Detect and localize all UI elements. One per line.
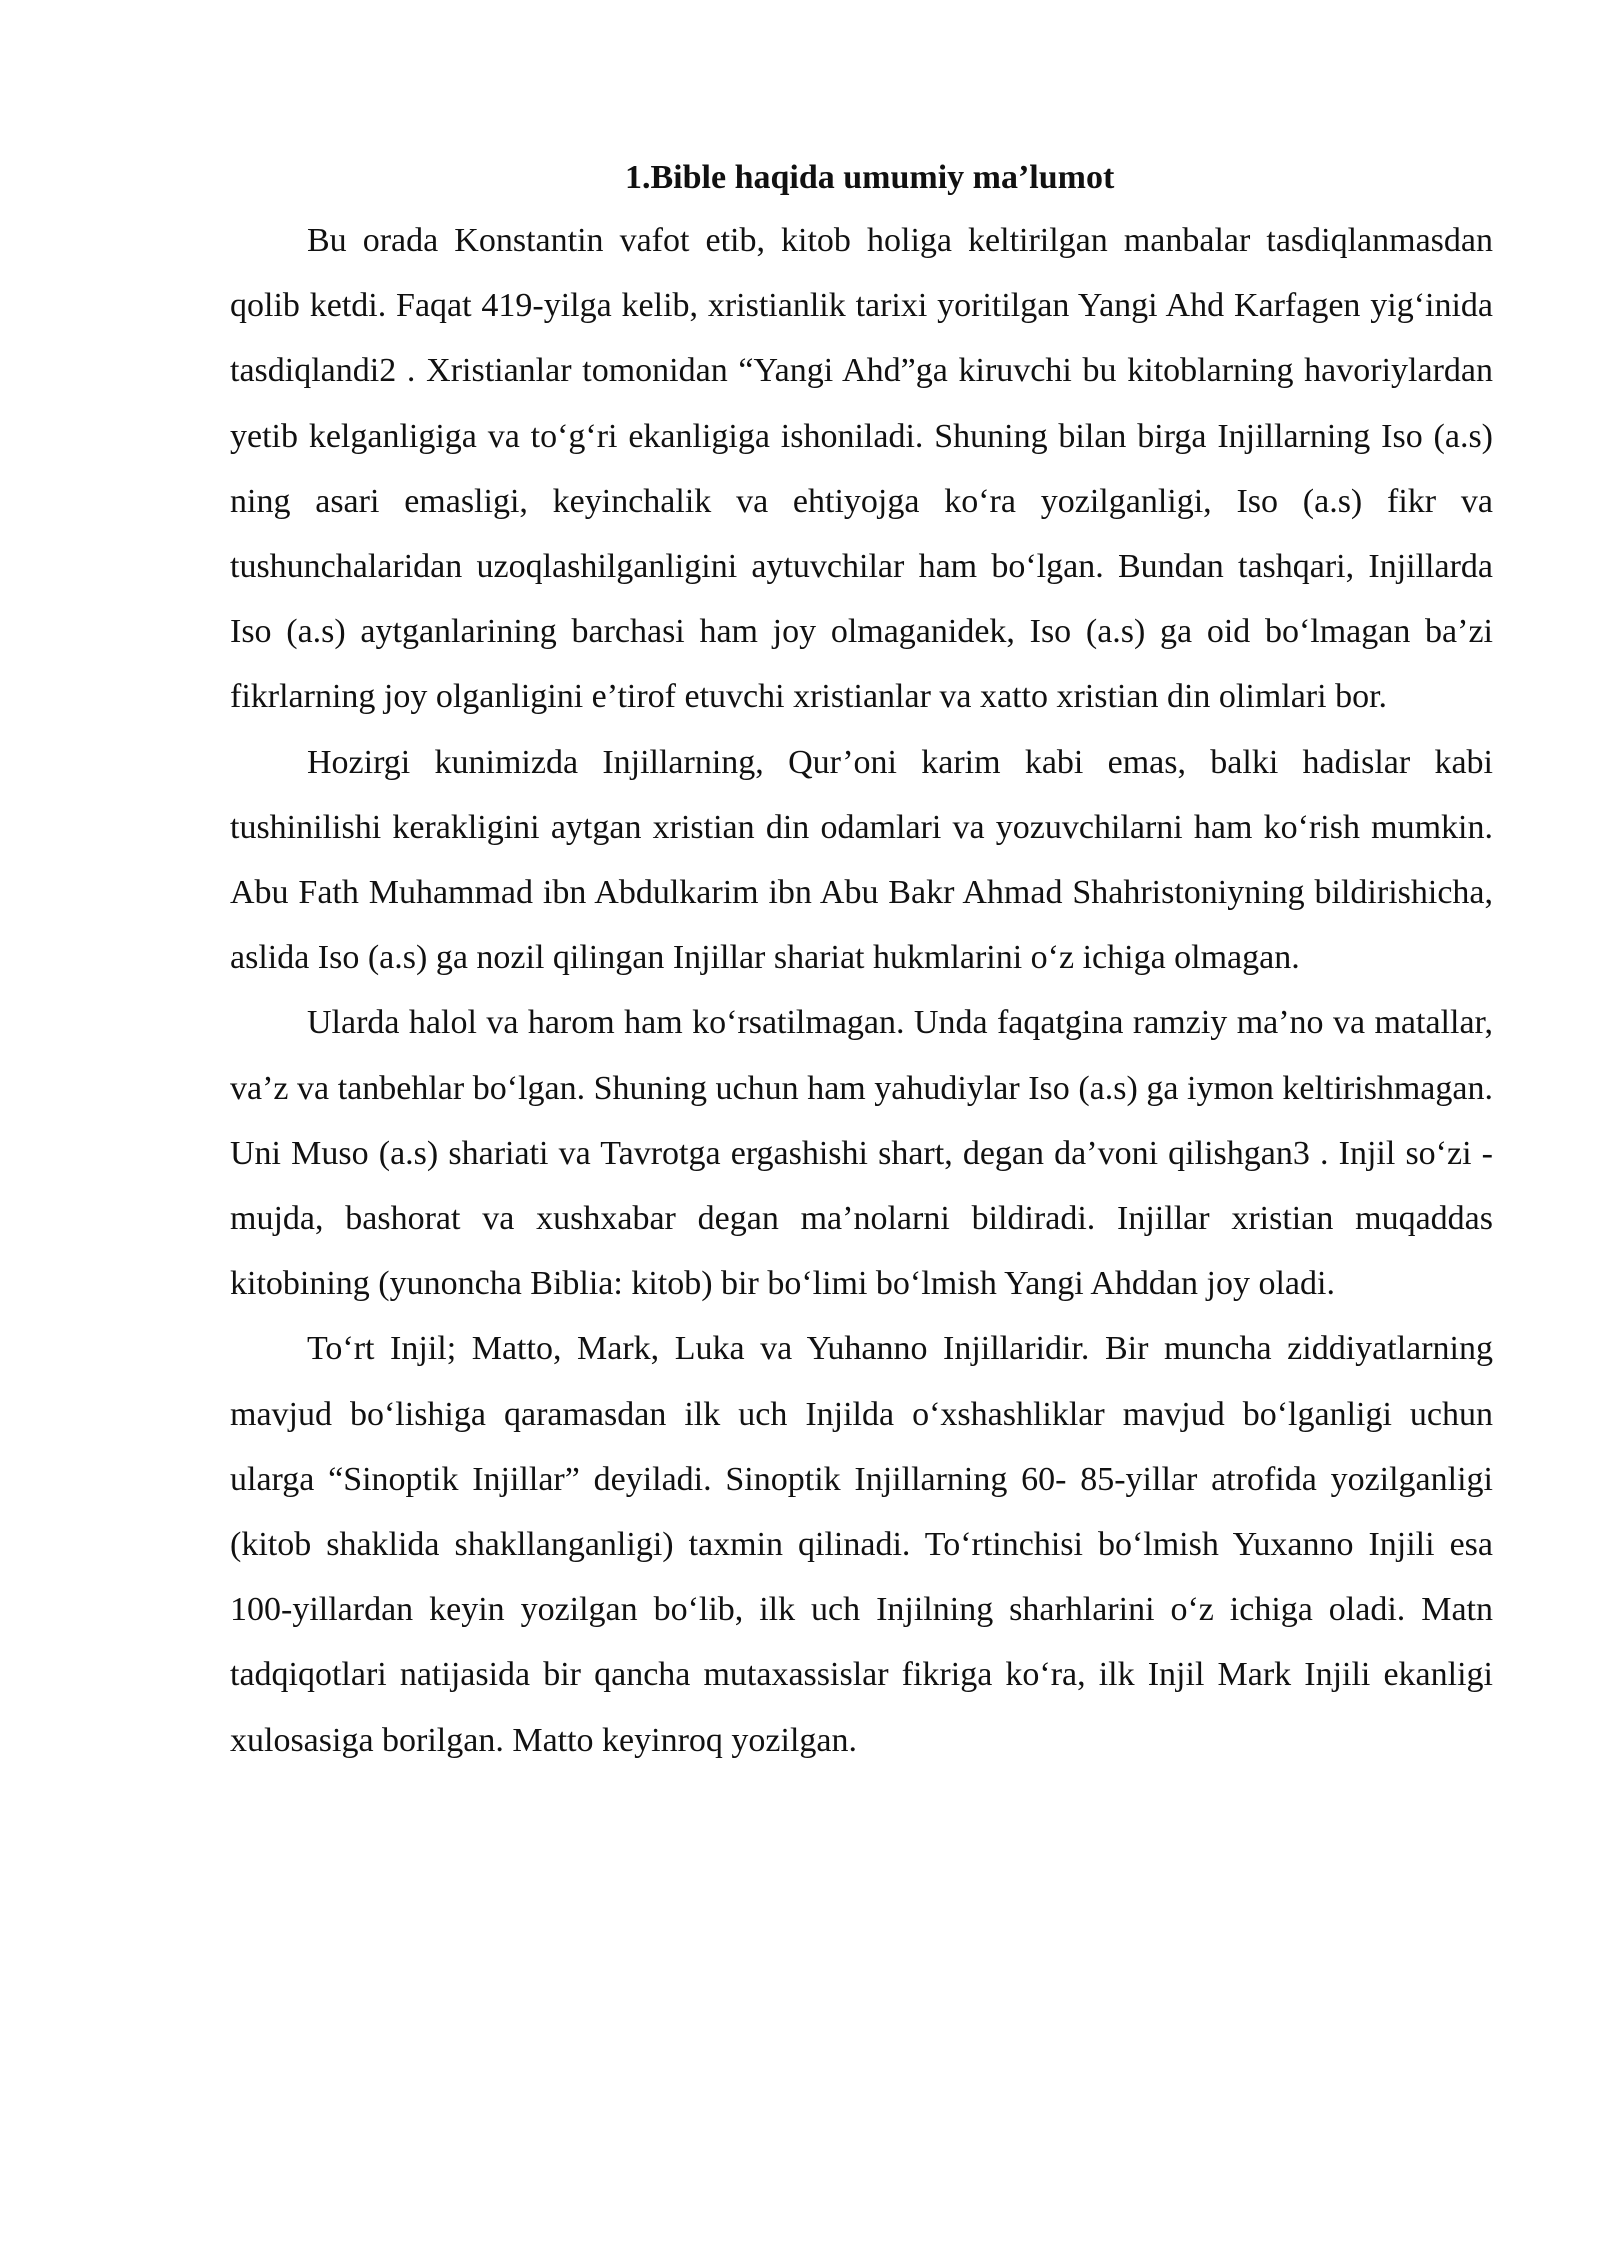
paragraph-3: Ularda halol va harom ham ko‘rsatilmagan. Unda faqatgina ramziy ma’no va matallar, va’z va tanbehlar bo‘lgan. Shuning uchun ham yahudiylar Iso (a.s) ga iymon keltirishmagan. Uni Muso (a.s) shariati va Tavrotga ergashishi shart, degan da’voni qilishgan3 . Injil so‘zi - mujda, bashorat va xushxabar degan ma’nolarni bildiradi. Injillar xristian muqaddas kitobining (yunoncha Biblia: kitob) bir bo‘limi bo‘lmish Yangi Ahddan joy oladi. (230, 1004, 1493, 1303)
page-title: 1.Bible haqida umumiy ma’lumot (625, 159, 1115, 196)
document-body (230, 148, 1493, 1773)
paragraph-4: To‘rt Injil; Matto, Mark, Luka va Yuhanno Injillaridir. Bir muncha ziddiyatlarning mavjud bo‘lishiga qaramasdan ilk uch Injilda o‘xshashliklar mavjud bo‘lganligi uchun ularga “Sinoptik Injillar” deyiladi. Sinoptik Injillarning 60- 85-yillar atrofida yozilganligi (kitob shaklida shakllanganligi) taxmin qilinadi. To‘rtinchisi bo‘lmish Yuxanno Injili esa 100-yillardan keyin yozilgan bo‘lib, ilk uch Injilning sharhlarini o‘z ichiga oladi. Matn tadqiqotlari natijasida bir qancha mutaxassislar fikriga ko‘ra, ilk Injil Mark Injili ekanligi xulosasiga borilgan. Matto keyinroq yozilgan. (230, 1330, 1493, 1759)
paragraph-1: Bu orada Konstantin vafot etib, kitob holiga keltirilgan manbalar tasdiqlanmasdan qolib ketdi. Faqat 419-yilga kelib, xristianlik tarixi yoritilgan Yangi Ahd Karfagen yig‘inida tasdiqlandi2 . Xristianlar tomonidan “Yangi Ahd”ga kiruvchi bu kitoblarning havoriylardan yetib kelganligiga va to‘g‘ri ekanligiga ishoniladi. Shuning bilan birga Injillarning Iso (a.s) ning asari emasligi, keyinchalik va ehtiyojga ko‘ra yozilganligi, Iso (a.s) fikr va tushunchalaridan uzoqlashilganligini aytuvchilar ham bo‘lgan. Bundan tashqari, Injillarda Iso (a.s) aytganlarining barchasi ham joy olmaganidek, Iso (a.s) ga oid bo‘lmagan ba’zi fikrlarning joy olganligini e’tirof etuvchi xristianlar va xatto xristian din olimlari bor. (230, 222, 1493, 716)
paragraph-2: Hozirgi kunimizda Injillarning, Qur’oni karim kabi emas, balki hadislar kabi tushinilishi kerakligini aytgan xristian din odamlari va yozuvchilarni ham ko‘rish mumkin. Abu Fath Muhammad ibn Abdulkarim ibn Abu Bakr Ahmad Shahristoniyning bildirishicha, aslida Iso (a.s) ga nozil qilingan Injillar shariat hukmlarini o‘z ichiga olmagan. (230, 743, 1493, 977)
